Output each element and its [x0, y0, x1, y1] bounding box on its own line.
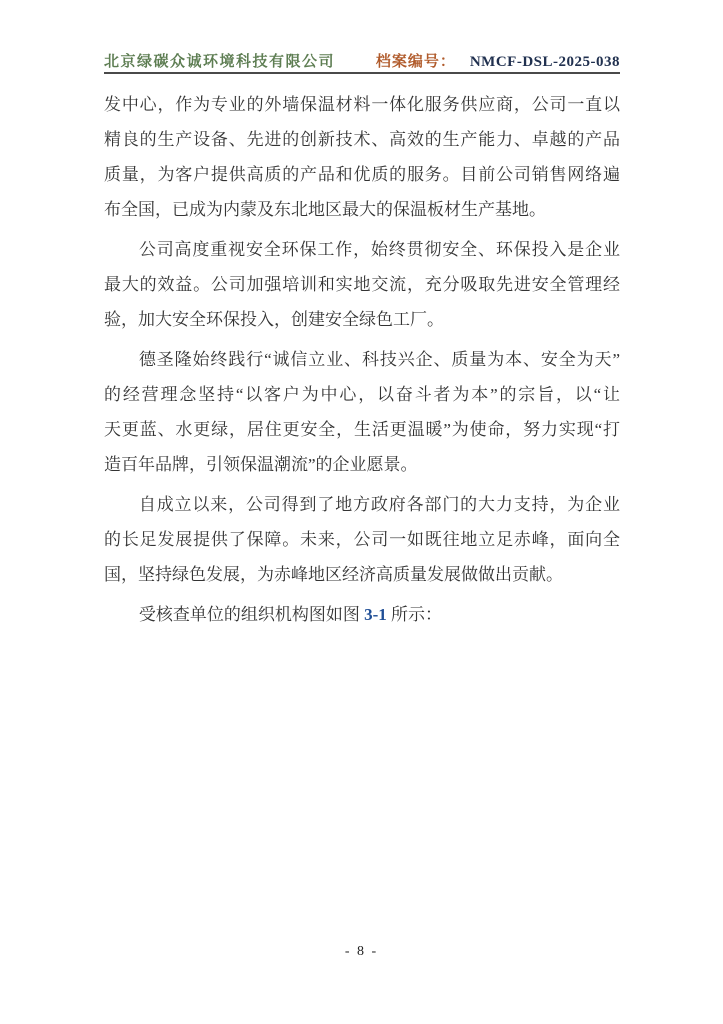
paragraph-line: 国，坚持绿色发展，为赤峰地区经济高质量发展做做出贡献。: [104, 565, 563, 584]
figure-reference-paragraph: [104, 597, 620, 632]
header-rule: [104, 72, 620, 74]
paragraphs-container: [104, 87, 620, 592]
figure-ref: 3-1: [364, 605, 387, 624]
paragraph-line: 公司高度重视安全环保工作，始终贯彻安全、环保投入是企业: [138, 240, 620, 259]
paragraph-line: 精良的生产设备、先进的创新技术、高效的生产能力、卓越的产品: [104, 130, 620, 149]
paragraph-line: 最大的效益。公司加强培训和实地交流，充分吸取先进安全管理经: [104, 275, 620, 294]
paragraph-line: 质量，为客户提供高质的产品和优质的服务。目前公司销售网络遍: [104, 165, 620, 184]
paragraph-line: 的经营理念坚持“以客户为中心，以奋斗者为本”的宗旨，以“让: [104, 385, 620, 404]
paragraph: [104, 342, 620, 482]
header-company-name: 北京绿碳众诚环境科技有限公司: [104, 54, 336, 70]
paragraph-line: 天更蓝、水更绿，居住更安全，生活更温暖”为使命，努力实现“打: [104, 420, 620, 439]
header-file-info: [376, 50, 620, 71]
paragraph-line: 自成立以来，公司得到了地方政府各部门的大力支持，为企业: [138, 495, 620, 514]
paragraph-line: 德圣隆始终践行“诚信立业、科技兴企、质量为本、安全为天”: [138, 350, 620, 369]
paragraph-line: 布全国，已成为内蒙及东北地区最大的保温板材生产基地。: [104, 200, 546, 219]
paragraph: [104, 87, 620, 227]
paragraph: [104, 232, 620, 337]
paragraph: [104, 487, 620, 592]
file-number-label: 档案编号：: [375, 54, 456, 70]
page-footer: [0, 944, 723, 960]
figure-reference-sentence: [104, 597, 620, 632]
paragraph-line: 的长足发展提供了保障。未来，公司一如既往地立足赤峰，面向全: [104, 530, 620, 549]
figure-sentence-suffix: 所示：: [386, 605, 443, 624]
paragraph-line: 造百年品牌，引领保温潮流”的企业愿景。: [104, 455, 418, 474]
page-number: - 8 -: [344, 944, 379, 959]
file-number-value: NMCF-DSL-2025-038: [469, 54, 620, 70]
paragraph-line: 发中心，作为专业的外墙保温材料一体化服务供应商，公司一直以: [104, 95, 620, 114]
figure-sentence-prefix: 受核查单位的组织机构图如图: [138, 605, 365, 624]
page-header: [104, 50, 620, 71]
paragraph-line: 验，加大安全环保投入，创建安全绿色工厂。: [104, 310, 444, 329]
document-body: [104, 87, 620, 637]
